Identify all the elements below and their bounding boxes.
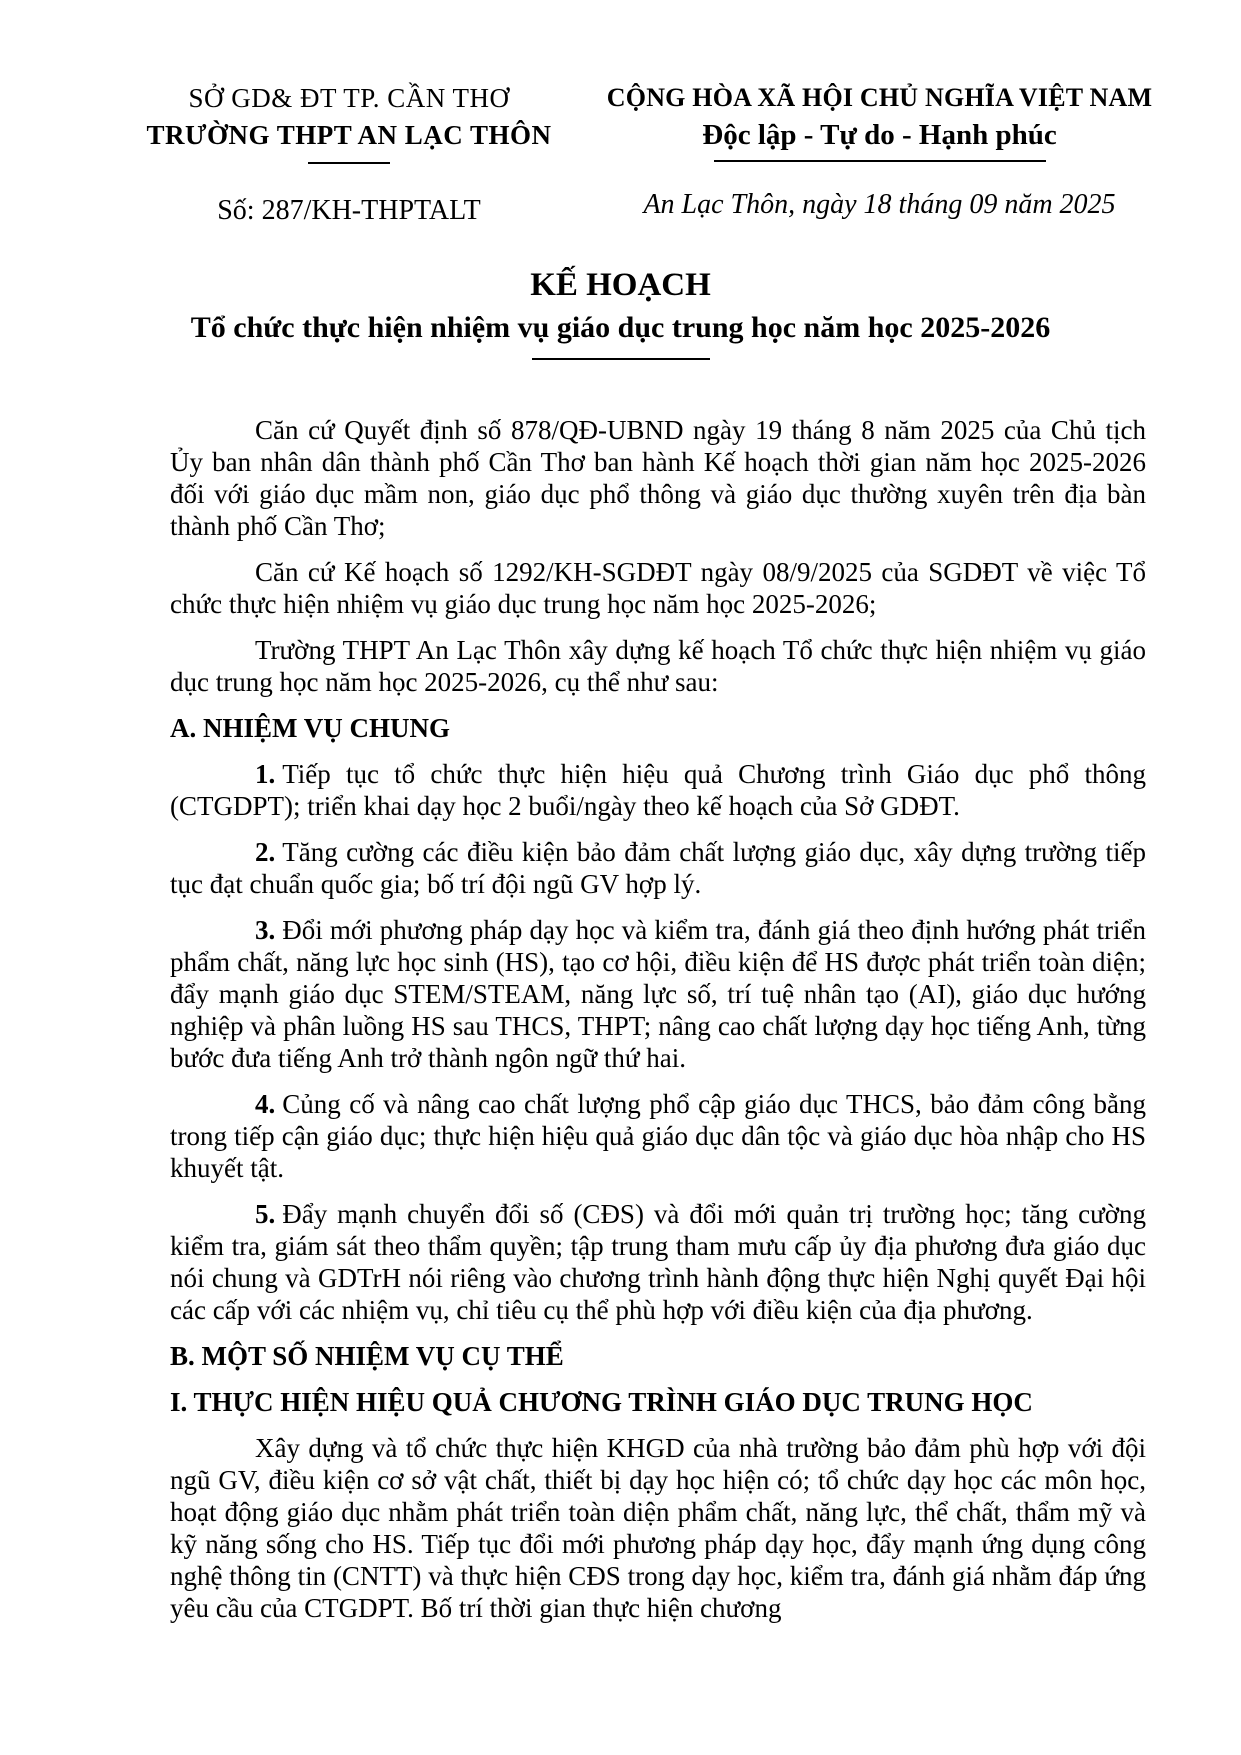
issuing-agency-block (110, 80, 588, 228)
item-text: Tiếp tục tổ chức thực hiện hiệu quả Chương trình Giáo dục phổ thông (CTGDPT); triển khai dạy học 2 buổi/ngày theo kế hoạch của Sở GDĐT. (170, 759, 1146, 821)
item-text: Đẩy mạnh chuyển đổi số (CĐS) và đổi mới quản trị trường học; tăng cường kiểm tra, giám sát theo thẩm quyền; tập trung tham mưu cấp ủy địa phương đưa giáo dục nói chung và GDTrH nói riêng vào chương trình hành động thực hiện Nghị quyết Đại hội các cấp với các nhiệm vụ, chỉ tiêu cụ thể phù hợp với điều kiện của địa phương. (170, 1199, 1146, 1325)
document-subject: Tổ chức thực hiện nhiệm vụ giáo dục trung học năm học 2025-2026 (190, 311, 1051, 344)
item-text: Đổi mới phương pháp dạy học và kiểm tra, đánh giá theo định hướng phát triển phẩm chất, năng lực học sinh (HS), tạo cơ hội, điều kiện để HS được phát triển toàn diện; đẩy mạnh giáo dục STEM/STEAM, năng lực số, trí tuệ nhân tạo (AI), giáo dục hướng nghiệp và phân luồng HS sau THCS, THPT; nâng cao chất lượng dạy học tiếng Anh, từng bước đưa tiếng Anh trở thành ngôn ngữ thứ hai. (170, 915, 1146, 1073)
document-title: KẾ HOẠCH (530, 267, 711, 303)
department-name: SỞ GD& ĐT TP. CẦN THƠ (188, 83, 510, 113)
section-b-paragraph: Xây dựng và tổ chức thực hiện KHGD của nhà trường bảo đảm phù hợp với đội ngũ GV, điều kiện cơ sở vật chất, thiết bị dạy học hiện có; tổ chức dạy học các môn học, hoạt động giáo dục nhằm phát triển toàn diện phẩm chất, năng lực, thể chất, thẩm mỹ và kỹ năng sống cho HS. Tiếp tục đổi mới phương pháp dạy học, đẩy mạnh ứng dụng công nghệ thông tin (CNTT) và thực hiện CĐS trong dạy học, kiểm tra, đánh giá nhằm đáp ứng yêu cầu của CTGDPT. Bố trí thời gian thực hiện chương (170, 1433, 1146, 1623)
item-text: Tăng cường các điều kiện bảo đảm chất lượng giáo dục, xây dựng trường tiếp tục đạt chuẩn quốc gia; bố trí đội ngũ GV hợp lý. (170, 837, 1146, 899)
item-number: 2. (255, 837, 276, 867)
item-number: 3. (255, 915, 276, 945)
school-name: TRƯỜNG THPT AN LẠC THÔN (146, 120, 552, 150)
doc-number: Số: 287/KH-THPTALT (217, 195, 481, 226)
title-rule (532, 358, 710, 360)
title-block (0, 264, 1241, 360)
national-motto: Độc lập - Tự do - Hạnh phúc (702, 119, 1057, 151)
document-body (0, 414, 1241, 1624)
plan-item-1 (170, 758, 1146, 822)
section-a-heading: A. NHIỆM VỤ CHUNG (170, 713, 451, 743)
item-text: Củng cố và nâng cao chất lượng phổ cập giáo dục THCS, bảo đảm công bằng trong tiếp cận giáo dục; thực hiện hiệu quả giáo dục dân tộc và giáo dục hòa nhập cho HS khuyết tật. (170, 1089, 1146, 1183)
place-date-line: An Lạc Thôn, ngày 18 tháng 09 năm 2025 (643, 189, 1116, 220)
preamble-paragraph: Trường THPT An Lạc Thôn xây dựng kế hoạch Tổ chức thực hiện nhiệm vụ giáo dục trung học năm học 2025-2026, cụ thể như sau: (170, 635, 1146, 697)
plan-item-4 (170, 1088, 1146, 1184)
country-name: CỘNG HÒA XÃ HỘI CHỦ NGHĨA VIỆT NAM (606, 83, 1153, 112)
item-number: 5. (255, 1199, 276, 1229)
item-number: 1. (255, 759, 276, 789)
plan-item-5 (170, 1198, 1146, 1326)
preamble-paragraph: Căn cứ Quyết định số 878/QĐ-UBND ngày 19 tháng 8 năm 2025 của Chủ tịch Ủy ban nhân dân thành phố Cần Thơ ban hành Kế hoạch thời gian năm học 2025-2026 đối với giáo dục mầm non, giáo dục phổ thông và giáo dục thường xuyên trên địa bàn thành phố Cần Thơ; (170, 415, 1146, 541)
plan-item-2 (170, 836, 1146, 900)
agency-rule (308, 162, 390, 164)
motto-rule (714, 160, 1046, 162)
preamble-paragraph: Căn cứ Kế hoạch số 1292/KH-SGDĐT ngày 08/9/2025 của SGDĐT về việc Tổ chức thực hiện nhiệm vụ giáo dục trung học năm học 2025-2026; (170, 557, 1146, 619)
national-header-block (588, 80, 1171, 222)
plan-item-3 (170, 914, 1146, 1074)
document-header (0, 80, 1241, 228)
section-b-sub-i-heading: I. THỰC HIỆN HIỆU QUẢ CHƯƠNG TRÌNH GIÁO DỤC TRUNG HỌC (170, 1387, 1033, 1417)
section-b-heading: B. MỘT SỐ NHIỆM VỤ CỤ THỂ (170, 1341, 564, 1371)
item-number: 4. (255, 1089, 276, 1119)
